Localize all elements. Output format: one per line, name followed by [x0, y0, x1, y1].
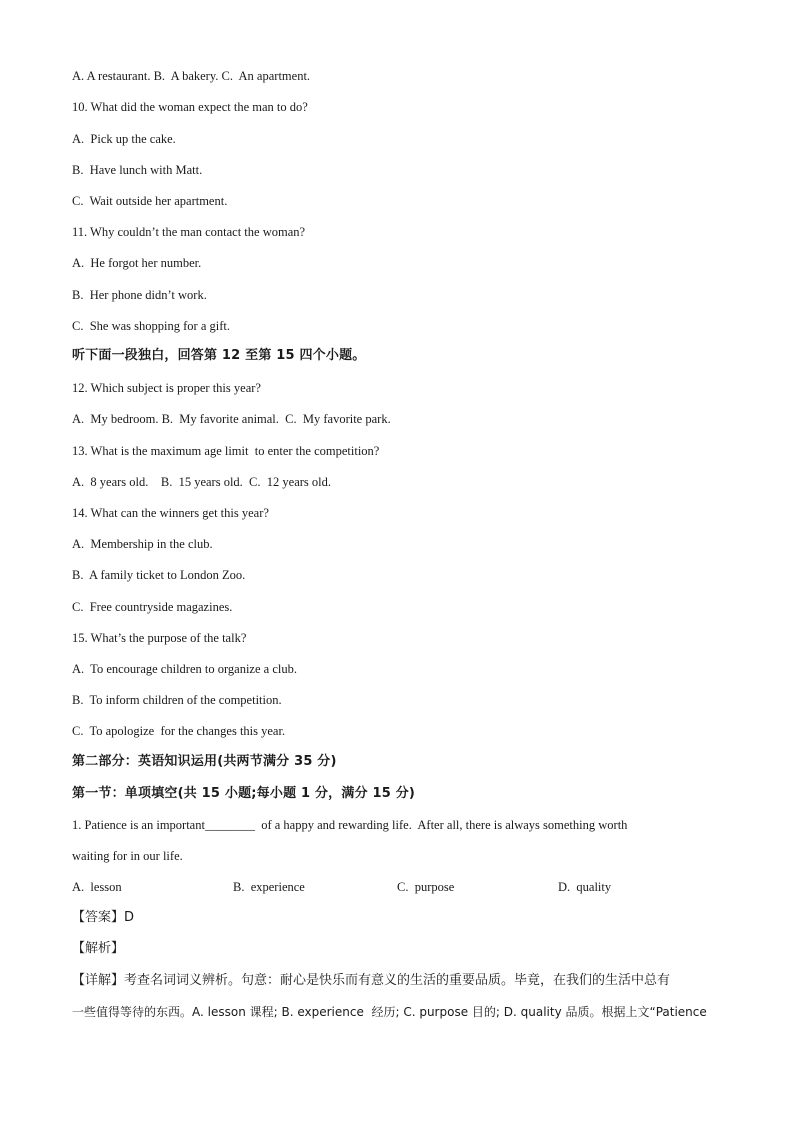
q15-option-a: A. To encourage children to organize a club.: [72, 662, 297, 676]
question-15: 15. What’s the purpose of the talk?: [72, 631, 247, 645]
problem-1-stem-line-2: waiting for in our life.: [72, 849, 183, 863]
detail-line-1: 【详解】考查名词词义辨析。句意：耐心是快乐而有意义的生活的重要品质。毕竟，在我们的生活中总有: [72, 973, 671, 988]
problem-1-option-c: C. purpose: [397, 880, 455, 894]
q13-options: A. 8 years old. B. 15 years old. C. 12 years old.: [72, 475, 331, 489]
q14-option-b: B. A family ticket to London Zoo.: [72, 568, 246, 582]
q14-option-c: C. Free countryside magazines.: [72, 600, 233, 614]
problem-1-option-b: B. experience: [233, 880, 305, 894]
section-heading-12-15: 听下面一段独白，回答第 12 至第 15 四个小题。: [72, 348, 366, 363]
q10-option-b: B. Have lunch with Matt.: [72, 163, 203, 177]
q11-option-a: A. He forgot her number.: [72, 256, 202, 270]
q14-option-a: A. Membership in the club.: [72, 537, 213, 551]
q10-option-c: C. Wait outside her apartment.: [72, 194, 228, 208]
problem-1-stem-line-1: 1. Patience is an important________ of a happy and rewarding life. After all, there is always something worth: [72, 818, 628, 832]
q11-option-c: C. She was shopping for a gift.: [72, 319, 230, 333]
question-10: 10. What did the woman expect the man to do?: [72, 100, 308, 114]
q15-option-c: C. To apologize for the changes this year.: [72, 724, 286, 738]
q10-option-a: A. Pick up the cake.: [72, 132, 176, 146]
q15-option-b: B. To inform children of the competition.: [72, 693, 282, 707]
answer-label: 【答案】D: [72, 910, 135, 925]
question-13: 13. What is the maximum age limit to enter the competition?: [72, 444, 380, 458]
q12-options: A. My bedroom. B. My favorite animal. C. My favorite park.: [72, 412, 391, 426]
question-12: 12. Which subject is proper this year?: [72, 381, 261, 395]
analysis-label: 【解析】: [72, 941, 125, 956]
q11-option-b: B. Her phone didn’t work.: [72, 288, 207, 302]
question-14: 14. What can the winners get this year?: [72, 506, 269, 520]
section-one-heading: 第一节：单项填空(共 15 小题;每小题 1 分，满分 15 分): [72, 786, 416, 801]
q9-options: A. A restaurant. B. A bakery. C. An apartment.: [72, 69, 311, 83]
problem-1-option-a: A. lesson: [72, 880, 122, 894]
question-11: 11. Why couldn’t the man contact the woman?: [72, 225, 306, 239]
detail-line-2: 一些值得等待的东西。A. lesson 课程; B. experience 经历; C. purpose 目的; D. quality 品质。根据上文“Patience: [72, 1005, 707, 1019]
part-two-heading: 第二部分：英语知识运用(共两节满分 35 分): [72, 754, 337, 769]
problem-1-option-d: D. quality: [558, 880, 612, 894]
